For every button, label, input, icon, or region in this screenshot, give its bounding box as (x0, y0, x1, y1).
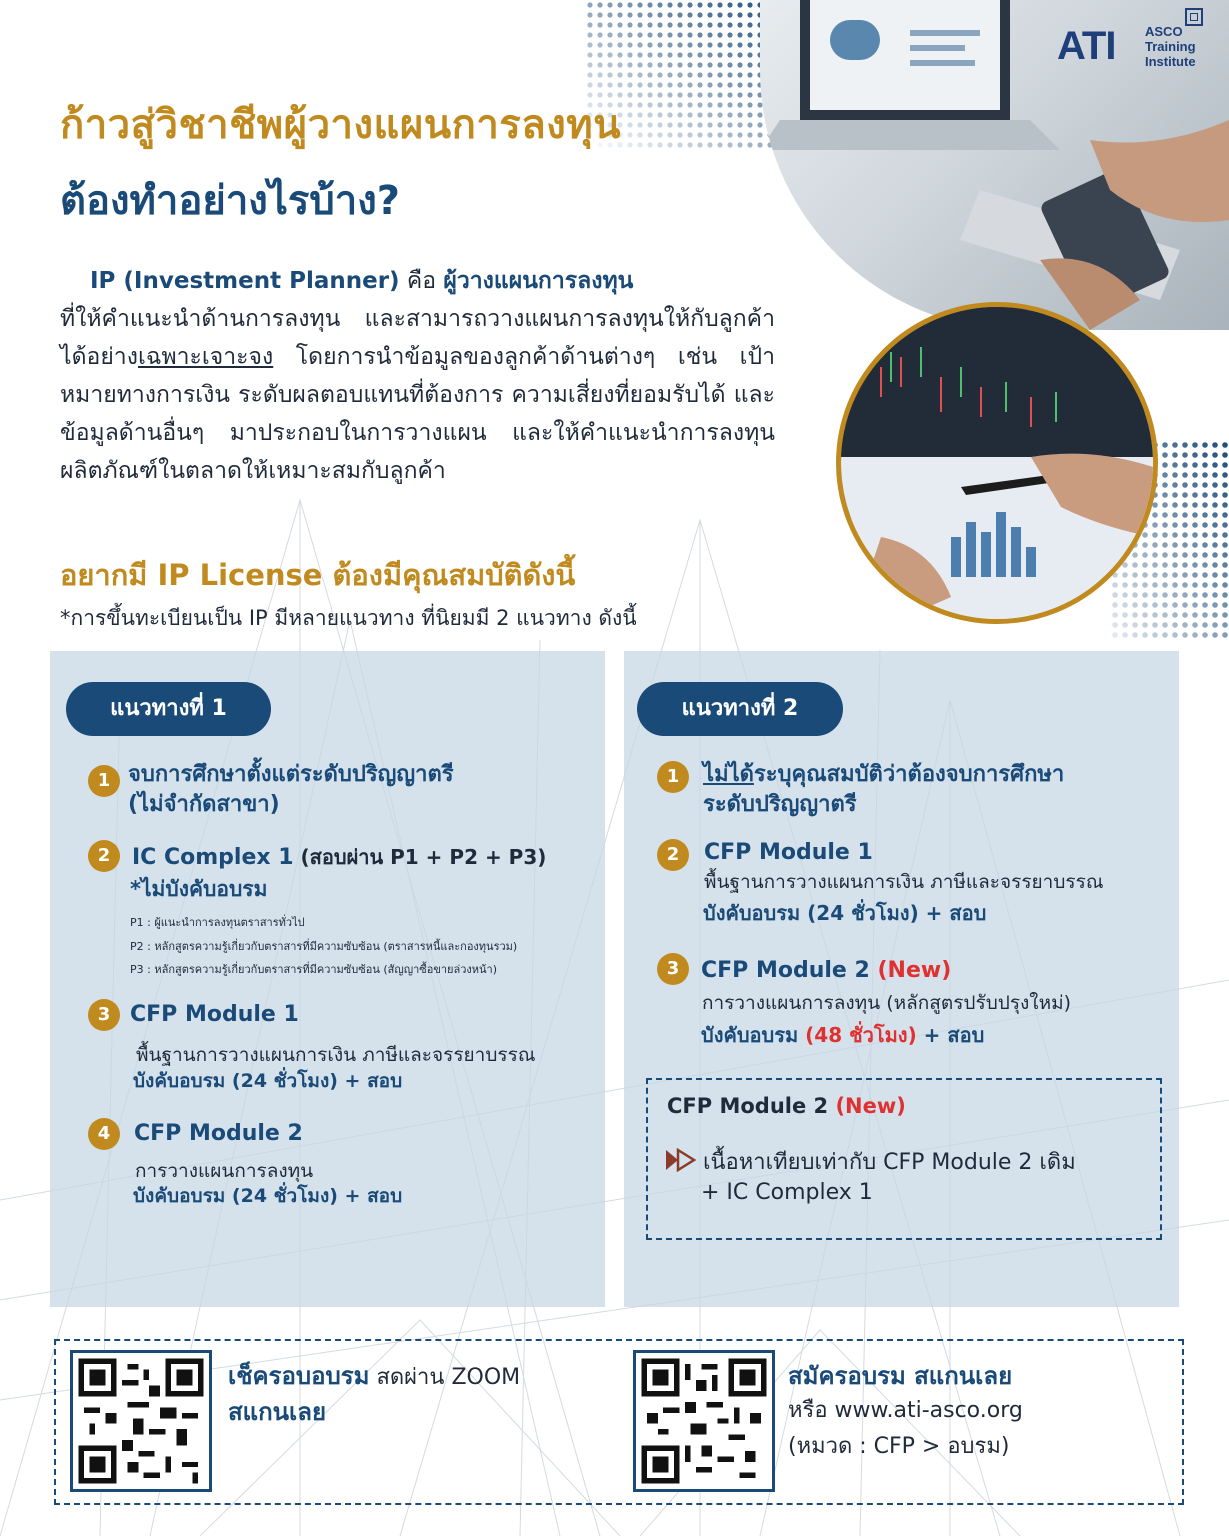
path1-step1-line1: จบการศึกษาตั้งแต่ระดับปริญญาตรี (128, 762, 454, 787)
path1-step4-train: บังคับอบรม (24 ชั่วโมง) + สอบ (133, 1185, 403, 1207)
path2-step2-number: 2 (657, 839, 689, 871)
info-box-title: CFP Module 2 (New) (667, 1094, 906, 1118)
logo-text: ATI (1057, 24, 1116, 68)
footer-left-scan: สแกนเลย (228, 1398, 327, 1426)
path1-step1-number: 1 (88, 765, 120, 797)
path2-label: แนวทางที่ 2 (637, 682, 843, 736)
path1-step1-line2: (ไม่จำกัดสาขา) (128, 792, 280, 817)
path1-p3: P3 : หลักสูตรความรู้เกี่ยวกับตราสารที่มีความซับซ้อน (สัญญาซื้อขายล่วงหน้า) (130, 963, 498, 976)
path2-step1-number: 1 (657, 761, 689, 793)
double-arrow-icon (664, 1148, 698, 1172)
footer-right-heading: สมัครอบรม สแกนเลย (788, 1362, 1013, 1390)
path2-step1-line1: ไม่ได้ระบุคุณสมบัติว่าต้องจบการศึกษา (703, 762, 1065, 787)
footer-right-category: (หมวด : CFP > อบรม) (788, 1434, 1010, 1459)
qr-code-schedule[interactable] (70, 1350, 212, 1492)
info-box-line2: + IC Complex 1 (701, 1180, 873, 1205)
path1-step4-desc: การวางแผนการลงทุน (135, 1160, 314, 1182)
path1-step2-number: 2 (88, 840, 120, 872)
intro-term: ผู้วางแผนการลงทุน (443, 268, 634, 294)
path1-step2-title: IC Complex 1 (สอบผ่าน P1 + P2 + P3) (132, 845, 547, 870)
path2-step2-train: บังคับอบรม (24 ชั่วโมง) + สอบ (703, 901, 987, 925)
qr-code-register[interactable] (633, 1350, 775, 1492)
path2-step2-title: CFP Module 1 (704, 840, 873, 865)
logo-square-icon (1185, 8, 1203, 26)
info-box-line1: เนื้อหาเทียบเท่ากับ CFP Module 2 เดิม (703, 1150, 1076, 1175)
new-badge: (New) (877, 958, 952, 983)
path1-p1: P1 : ผู้แนะนำการลงทุนตราสารทั่วไป (130, 916, 305, 929)
path1-step4-number: 4 (88, 1118, 120, 1150)
path1-step3-number: 3 (88, 999, 120, 1031)
license-heading: อยากมี IP License ต้องมีคุณสมบัติดังนี้ (60, 558, 576, 592)
footer-right-website[interactable]: หรือ www.ati-asco.org (788, 1398, 1023, 1423)
page-title-line2: ต้องทำอย่างไรบ้าง? (60, 178, 400, 224)
path2-step2-desc: พื้นฐานการวางแผนการเงิน ภาษีและจรรยาบรรณ (704, 871, 1104, 893)
intro-lead: IP (Investment Planner) (90, 268, 400, 294)
page-title-line1: ก้าวสู่วิชาชีพผู้วางแผนการลงทุน (60, 102, 622, 148)
path2-step3-train: บังคับอบรม (48 ชั่วโมง) + สอบ (701, 1023, 985, 1047)
license-note: *การขึ้นทะเบียนเป็น IP มีหลายแนวทาง ที่นิยมมี 2 แนวทาง ดังนี้ (60, 606, 637, 630)
stock-chart-photo (836, 302, 1158, 624)
path2-step3-number: 3 (657, 953, 689, 985)
path1-step3-desc: พื้นฐานการวางแผนการเงิน ภาษีและจรรยาบรรณ (136, 1044, 536, 1066)
path1-step3-title: CFP Module 1 (130, 1002, 299, 1027)
path1-label: แนวทางที่ 1 (66, 682, 271, 736)
path1-step2-note: *ไม่บังคับอบรม (130, 877, 268, 901)
footer-left-line1: เช็ครอบอบรม สดผ่าน ZOOM (228, 1362, 521, 1390)
intro-underlined: เฉพาะเจาะจง (137, 344, 274, 370)
path1-step3-train: บังคับอบรม (24 ชั่วโมง) + สอบ (133, 1070, 403, 1092)
path1-step4-title: CFP Module 2 (134, 1121, 303, 1146)
ati-logo (1057, 6, 1207, 72)
path1-p2: P2 : หลักสูตรความรู้เกี่ยวกับตราสารที่มีความซับซ้อน (ตราสารหนี้และกองทุนรวม) (130, 940, 518, 953)
path2-step3-desc: การวางแผนการลงทุน (หลักสูตรปรับปรุงใหม่) (702, 992, 1072, 1014)
path2-step1-line2: ระดับปริญญาตรี (703, 792, 857, 817)
intro-paragraph: IP (Investment Planner) คือ ผู้วางแผนการลงทุน ที่ให้คำแนะนำด้านการลงทุน และสามารถวางแผนการลงทุนให้กับลูกค้าได้อย่างเฉพาะเจาะจง โดยการนำข้อมูลของลูกค้าด้านต่างๆ เช่น เป้าหมายทางการเงิน ระดับผลตอบแทนที่ต้องการ ความเสี่ยงที่ยอมรับได้ และข้อมูลด้านอื่นๆ มาประกอบในการวางแผน และให้คำแนะนำการลงทุนผลิตภัณฑ์ในตลาดให้เหมาะสมกับลูกค้า (60, 268, 775, 484)
logo-subtext: ASCO Training Institute (1145, 24, 1196, 69)
path2-step3-title: CFP Module 2 (New) (701, 958, 952, 983)
